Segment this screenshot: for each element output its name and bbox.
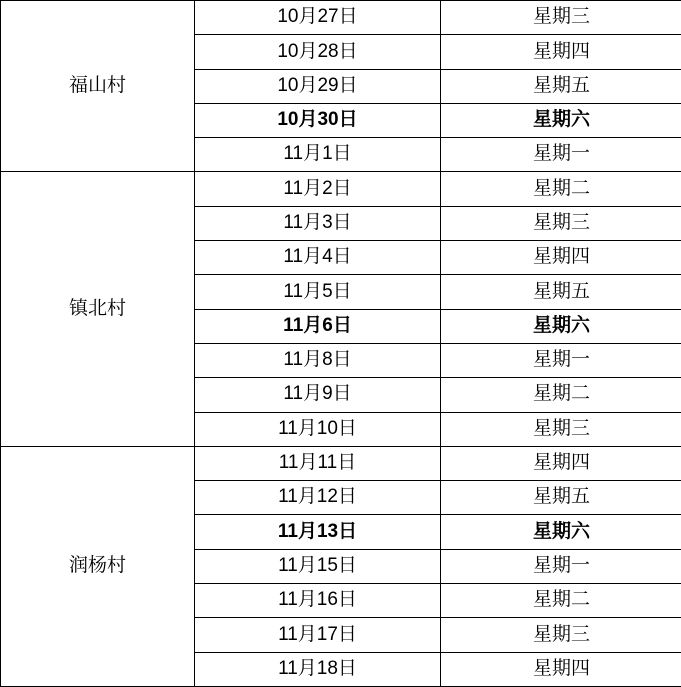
weekday-cell: 星期三 [441, 206, 681, 240]
weekday-cell-highlighted: 星期六 [441, 309, 681, 343]
weekday-cell: 星期一 [441, 138, 681, 172]
date-cell: 11月10日 [195, 412, 441, 446]
date-cell: 11月17日 [195, 618, 441, 652]
weekday-cell-highlighted: 星期六 [441, 515, 681, 549]
weekday-cell: 星期二 [441, 584, 681, 618]
date-cell-highlighted: 11月6日 [195, 309, 441, 343]
weekday-cell: 星期三 [441, 618, 681, 652]
date-cell: 11月2日 [195, 172, 441, 206]
weekday-cell: 星期四 [441, 35, 681, 69]
date-cell: 11月12日 [195, 481, 441, 515]
weekday-cell: 星期三 [441, 1, 681, 35]
table-row [1, 446, 681, 480]
date-cell: 10月27日 [195, 1, 441, 35]
date-cell: 11月3日 [195, 206, 441, 240]
village-cell: 镇北村 [1, 172, 195, 446]
date-cell: 10月28日 [195, 35, 441, 69]
weekday-cell: 星期五 [441, 275, 681, 309]
date-cell-highlighted: 11月13日 [195, 515, 441, 549]
weekday-cell: 星期一 [441, 549, 681, 583]
schedule-table-body [1, 1, 681, 687]
date-cell: 11月8日 [195, 343, 441, 377]
date-cell: 11月15日 [195, 549, 441, 583]
weekday-cell: 星期五 [441, 481, 681, 515]
date-cell: 11月1日 [195, 138, 441, 172]
weekday-cell: 星期二 [441, 172, 681, 206]
weekday-cell: 星期四 [441, 446, 681, 480]
weekday-cell: 星期一 [441, 343, 681, 377]
date-cell: 11月16日 [195, 584, 441, 618]
date-cell: 11月11日 [195, 446, 441, 480]
date-cell: 11月18日 [195, 652, 441, 686]
weekday-cell: 星期五 [441, 69, 681, 103]
weekday-cell: 星期二 [441, 378, 681, 412]
weekday-cell: 星期三 [441, 412, 681, 446]
weekday-cell-highlighted: 星期六 [441, 103, 681, 137]
weekday-cell: 星期四 [441, 652, 681, 686]
village-cell: 润杨村 [1, 446, 195, 686]
table-row [1, 172, 681, 206]
date-cell: 11月9日 [195, 378, 441, 412]
date-cell: 10月29日 [195, 69, 441, 103]
date-cell-highlighted: 10月30日 [195, 103, 441, 137]
date-cell: 11月4日 [195, 241, 441, 275]
weekday-cell: 星期四 [441, 241, 681, 275]
table-row [1, 1, 681, 35]
date-cell: 11月5日 [195, 275, 441, 309]
village-cell: 福山村 [1, 1, 195, 172]
